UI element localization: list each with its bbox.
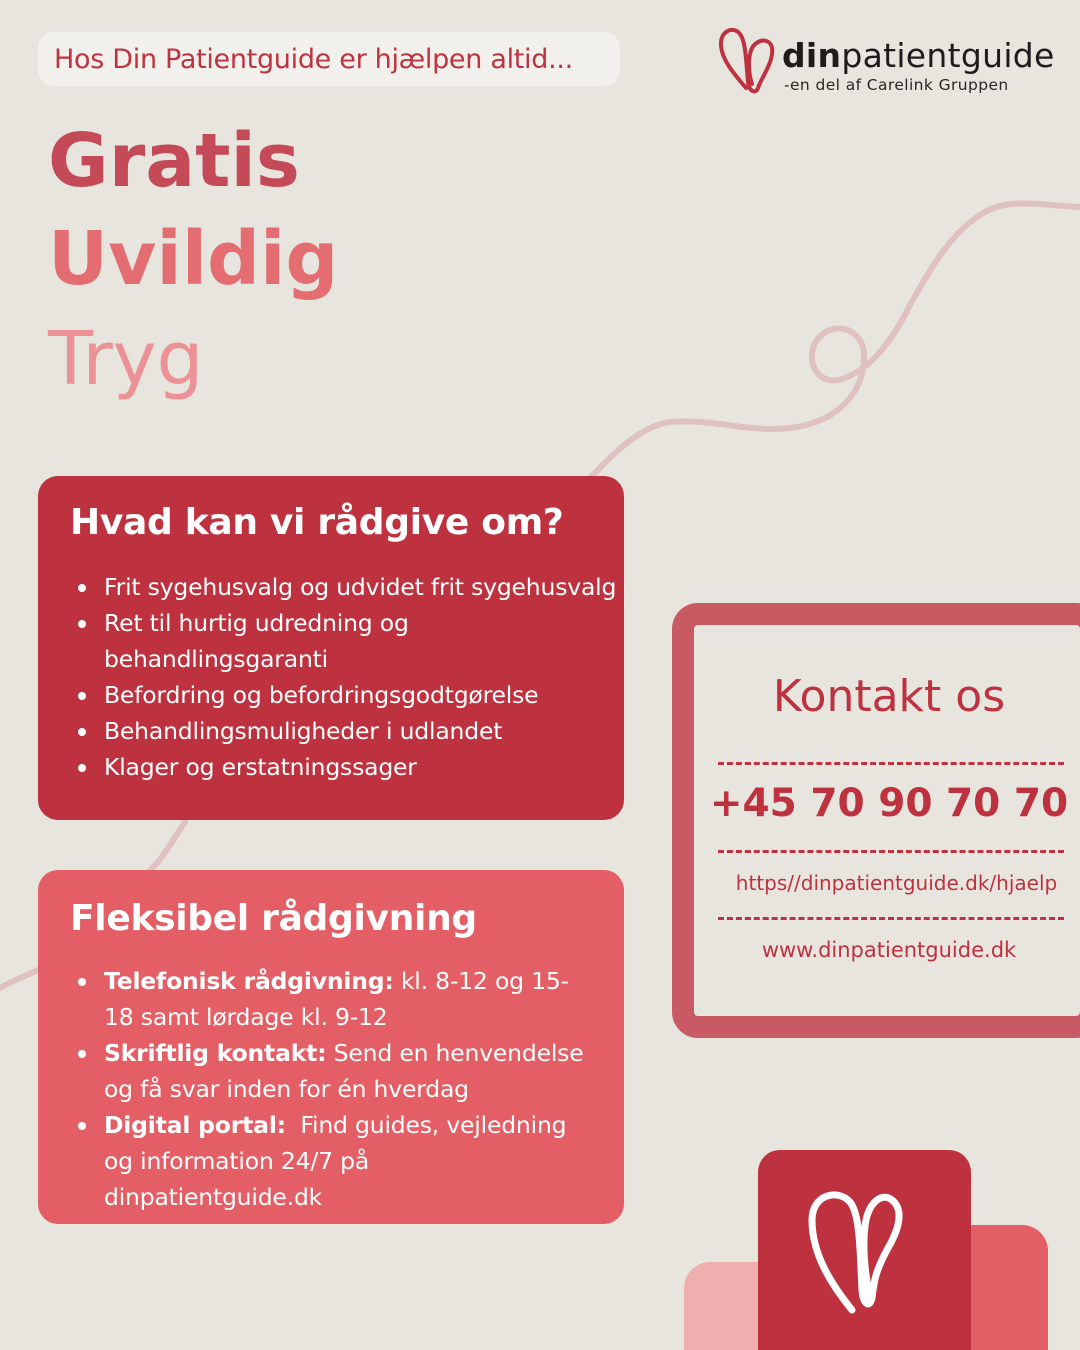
list-item: Frit sygehusvalg og udvidet frit sygehusvalg	[88, 569, 624, 605]
flexible-advice-card	[38, 870, 624, 1224]
hero-gratis: Gratis	[48, 118, 300, 204]
option-label: Telefonisk rådgivning:	[104, 967, 394, 995]
hero-tryg: Tryg	[48, 316, 204, 402]
list-item: Ret til hurtig udredning og behandlingsgaranti	[88, 605, 434, 677]
option-text: Find guides, vejledning og information 24/7 på dinpatientguide.dk	[104, 1111, 574, 1211]
advice-topics-card	[38, 476, 624, 820]
heart-logo-icon	[716, 22, 776, 98]
option-label: Digital portal:	[104, 1111, 286, 1139]
flexible-card-title: Fleksibel rådgivning	[70, 898, 477, 939]
website-link[interactable]: www.dinpatientguide.dk	[761, 938, 1017, 962]
heart-logo-icon	[802, 1180, 922, 1320]
contact-box	[672, 603, 1080, 1038]
logo-word-bold: din	[782, 36, 842, 75]
option-text: Send en henvendelse og få svar inden for én hverdag	[104, 1039, 584, 1103]
list-item	[88, 963, 584, 1035]
advice-topics-list	[70, 569, 624, 785]
divider	[718, 917, 1064, 920]
advice-card-title: Hvad kan vi rådgive om?	[70, 502, 564, 543]
tagline-text: Hos Din Patientguide er hjælpen altid...	[54, 43, 573, 75]
list-item	[88, 1035, 604, 1107]
logo-word-regular: patientguide	[841, 36, 1055, 75]
contact-title: Kontakt os	[772, 671, 1006, 722]
flexible-options-list	[70, 963, 624, 1215]
divider	[718, 762, 1064, 765]
phone-number-link[interactable]: +45 70 90 70 70	[709, 781, 1069, 826]
help-url-link[interactable]: https//dinpatientguide.dk/hjaelp	[735, 871, 1058, 895]
logo-wordmark	[782, 36, 1055, 75]
tagline-banner	[38, 32, 620, 86]
option-text: kl. 8-12 og 15-18 samt lørdage kl. 9-12	[104, 967, 569, 1031]
list-item: Klager og erstatningssager	[88, 749, 624, 785]
divider	[718, 850, 1064, 853]
option-label: Skriftlig kontakt:	[104, 1039, 327, 1067]
list-item: Befordring og befordringsgodtgørelse	[88, 677, 624, 713]
logo-tile	[758, 1150, 971, 1350]
brand-logo[interactable]	[716, 22, 1076, 102]
list-item: Behandlingsmuligheder i udlandet	[88, 713, 624, 749]
hero-uvildig: Uvildig	[48, 216, 339, 302]
logo-subtitle: -en del af Carelink Gruppen	[784, 76, 1009, 94]
list-item	[88, 1107, 594, 1215]
